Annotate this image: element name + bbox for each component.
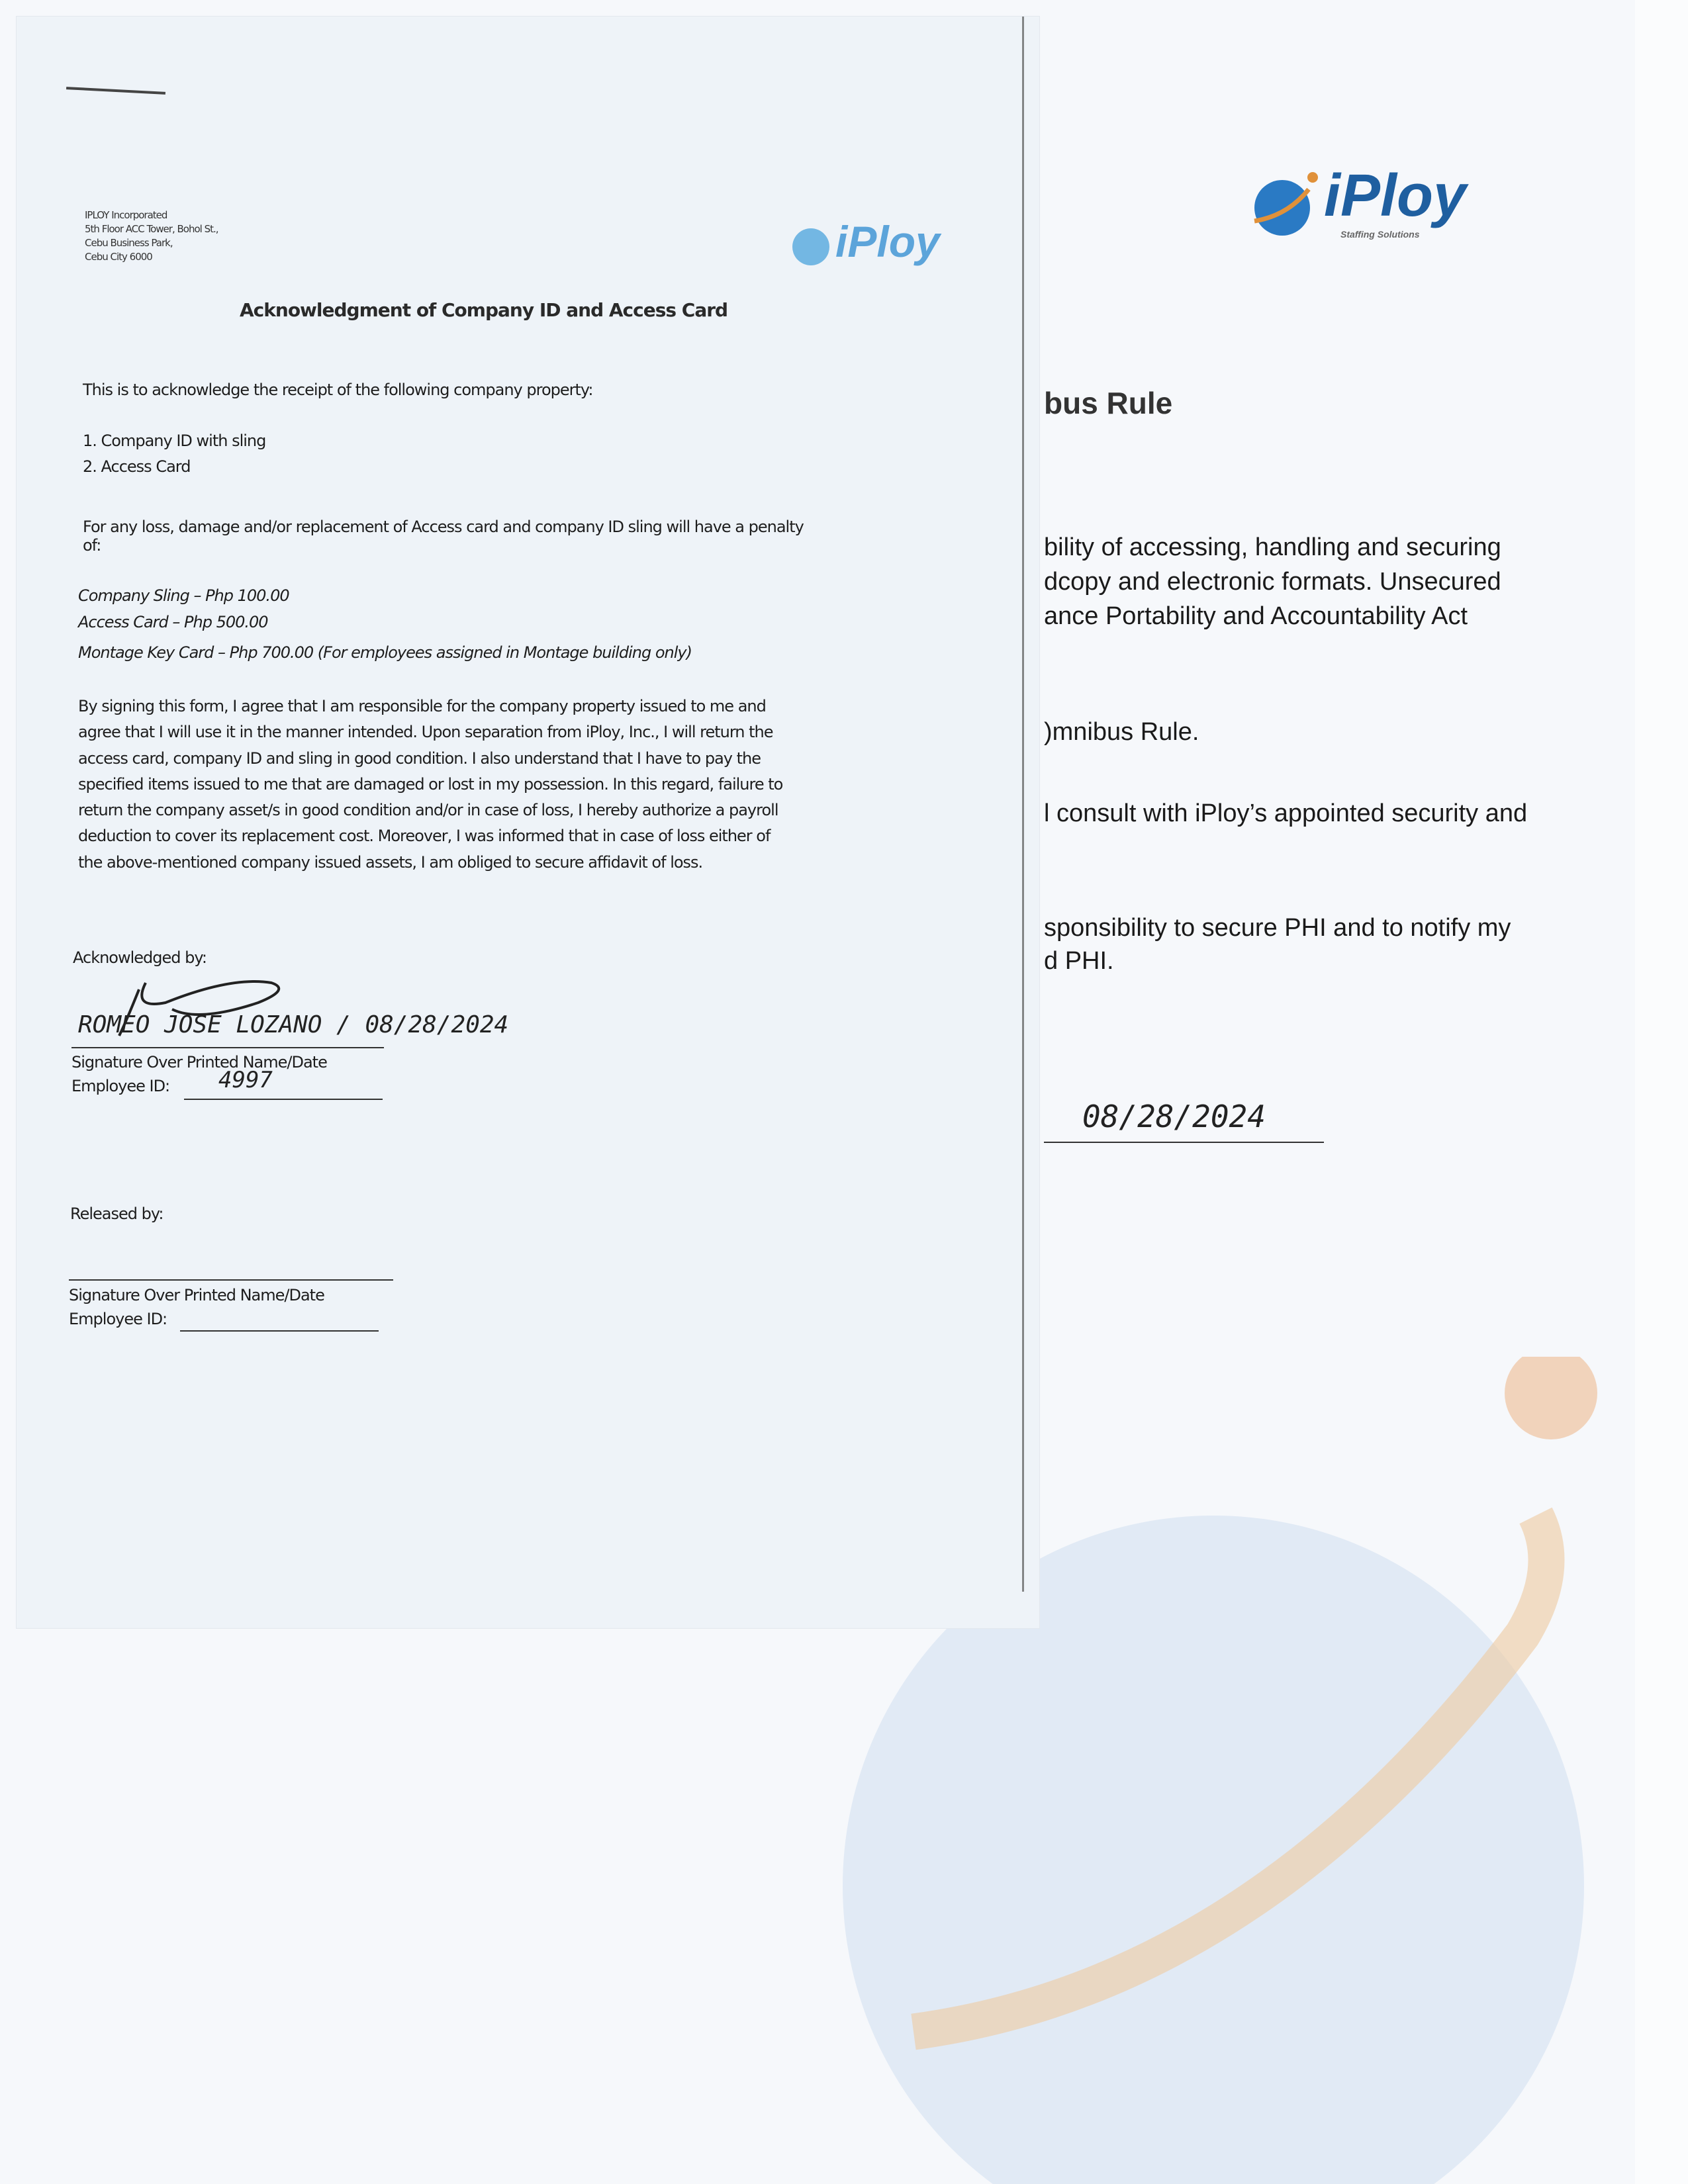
address-line: 5th Floor ACC Tower, Bohol St., — [85, 223, 218, 235]
agreement-line: deduction to cover its replacement cost. Moreover, I was informed that in case of loss either of — [78, 827, 771, 846]
agreement-paragraph — [78, 694, 782, 876]
intro-text: This is to acknowledge the receipt of the following company property: — [83, 381, 593, 399]
globe-icon — [788, 222, 834, 268]
released-signature-line — [69, 1279, 393, 1281]
item: 1. Company ID with sling — [83, 432, 266, 450]
back-title: bus Rule — [1044, 386, 1173, 420]
handwritten-date: 08/28/2024 — [1082, 1099, 1266, 1134]
employee-id-line — [184, 1099, 383, 1100]
front-logo — [788, 215, 953, 278]
back-line: dcopy and electronic formats. Unsecured — [1044, 568, 1501, 596]
page-edge — [1022, 17, 1024, 1592]
company-address — [85, 208, 218, 264]
globe-icon — [1248, 169, 1321, 242]
agreement-line: return the company asset/s in good condition and/or in case of loss, I hereby authorize a payroll — [78, 801, 778, 820]
back-line: sponsibility to secure PHI and to notify my — [1044, 914, 1511, 942]
employee-id-value: 4997 — [218, 1067, 273, 1093]
released-label: Released by: — [70, 1205, 164, 1223]
penalty-intro-line: For any loss, damage and/or replacement of Access card and company ID sling will have a penalty — [83, 518, 804, 536]
employee-id-label: Employee ID: — [71, 1077, 170, 1095]
logo-tagline: Staffing Solutions — [1340, 229, 1420, 240]
penalty-item: Company Sling – Php 100.00 — [78, 586, 289, 605]
date-line — [1044, 1142, 1324, 1143]
penalty-intro — [83, 514, 804, 559]
back-line: ance Portability and Accountability Act — [1044, 602, 1468, 630]
signature-line — [71, 1047, 384, 1048]
penalty-intro-line: of: — [83, 535, 101, 555]
agreement-line: the above-mentioned company issued assets, I am obliged to secure affidavit of loss. — [78, 852, 703, 872]
agreement-line: specified items issued to me that are damaged or lost in my possession. In this regard, failure to — [78, 774, 783, 794]
agreement-line: agree that I will use it in the manner intended. Upon separation from iPloy, Inc., I will return the — [78, 723, 773, 742]
released-employee-id-label: Employee ID: — [69, 1310, 167, 1328]
back-line: l consult with iPloy’s appointed security and — [1044, 799, 1528, 827]
address-line: Cebu City 6000 — [85, 251, 152, 263]
logo-text: iPloy — [1324, 163, 1467, 229]
logo-text: iPloy — [835, 217, 940, 266]
item: 2. Access Card — [83, 457, 191, 476]
agreement-line: access card, company ID and sling in good condition. I also understand that I have to pay the — [78, 749, 761, 768]
penalty-list — [78, 582, 692, 666]
back-line: bility of accessing, handling and securing — [1044, 533, 1501, 561]
address-line: Cebu Business Park, — [85, 237, 173, 249]
acknowledged-label: Acknowledged by: — [73, 948, 207, 967]
back-line: d PHI. — [1044, 947, 1114, 975]
released-employee-id-line — [180, 1330, 379, 1332]
acknowledged-name-date: ROMEO JOSE LOZANO / 08/28/2024 — [78, 1011, 509, 1038]
released-signature-label: Signature Over Printed Name/Date — [69, 1286, 324, 1304]
agreement-line: By signing this form, I agree that I am responsible for the company property issued to me and — [78, 697, 766, 715]
signature-label: Signature Over Printed Name/Date — [71, 1053, 327, 1071]
back-line: )mnibus Rule. — [1044, 718, 1199, 746]
form-title: Acknowledgment of Company ID and Access Card — [240, 299, 728, 321]
penalty-item: Access Card – Php 500.00 — [78, 613, 268, 631]
penalty-item: Montage Key Card – Php 700.00 (For employees assigned in Montage building only) — [78, 643, 692, 662]
address-line: IPLOY Incorporated — [85, 209, 167, 221]
iploy-logo — [1248, 163, 1499, 242]
